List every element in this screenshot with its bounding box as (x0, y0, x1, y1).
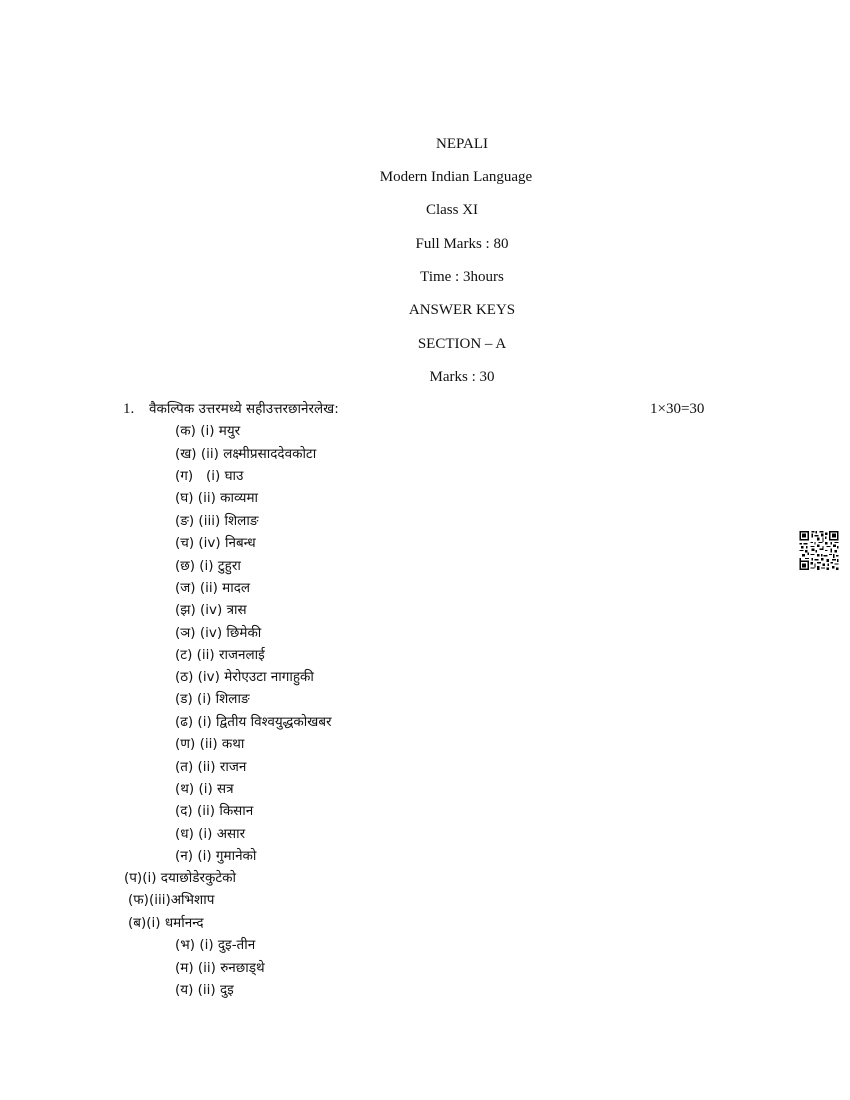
qr-code-icon (799, 531, 839, 570)
section-marks: Marks : 30 (429, 369, 495, 385)
question-1 (123, 400, 339, 418)
doc-type: ANSWER KEYS (408, 302, 516, 318)
answer-item: (ञ) (iv) छिमेकी (175, 625, 262, 641)
question-marks: 1×30=30 (650, 401, 705, 417)
question-text: वैकल्पिक उत्तरमध्ये सहीउत्तरछानेरलेख: (149, 401, 339, 417)
answer-item: (थ) (i) सत्र (175, 781, 234, 797)
answer-item: (फ)(iii)अभिशाप (128, 892, 215, 908)
answer-item: (ग) (i) घाउ (175, 468, 244, 484)
time-label: Time : 3hours (420, 269, 504, 285)
full-marks: Full Marks : 80 (415, 236, 509, 252)
answer-item: (छ) (i) टुहुरा (175, 558, 241, 574)
answer-item: (न) (i) गुमानेको (175, 848, 257, 864)
answer-item: (म) (ii) रुनछाड्थे (175, 960, 265, 976)
answer-item: (ख) (ii) लक्ष्मीप्रसाददेवकोटा (175, 446, 317, 462)
section-title: SECTION – A (417, 336, 507, 352)
answer-item: (क) (i) मयुर (175, 423, 241, 439)
subtitle: Modern Indian Language (379, 169, 533, 185)
answer-item: (ट) (ii) राजनलाई (175, 647, 265, 663)
answer-item: (ड) (i) शिलाङ (175, 691, 250, 707)
answer-item: (भ) (i) दुइ-तीन (175, 937, 256, 953)
answer-item: (ब)(i) धर्मानन्द (128, 915, 204, 931)
answer-item: (द) (ii) किसान (175, 803, 254, 819)
class-label: Class XI (425, 202, 479, 218)
answer-item: (ज) (ii) मादल (175, 580, 251, 596)
question-number: 1. (123, 401, 135, 417)
answer-item: (ध) (i) असार (175, 826, 246, 842)
answer-item: (ण) (ii) कथा (175, 736, 245, 752)
answer-item: (ढ) (i) द्वितीय विश्वयुद्धकोखबर (175, 714, 332, 730)
answer-item: (प)(i) दयाछोडेरकुटेको (124, 870, 237, 886)
answer-item: (य) (ii) दुइ (175, 982, 234, 998)
answer-item: (ङ) (iii) शिलाङ (175, 513, 259, 529)
answer-item: (त) (ii) राजन (175, 759, 247, 775)
answer-item: (ठ) (iv) मेरोएउटा नागाहुकी (175, 669, 314, 685)
subject-title: NEPALI (436, 136, 488, 152)
answer-item: (च) (iv) निबन्ध (175, 535, 256, 551)
answer-item: (झ) (iv) त्रास (175, 602, 247, 618)
answer-item: (घ) (ii) काव्यमा (175, 490, 259, 506)
